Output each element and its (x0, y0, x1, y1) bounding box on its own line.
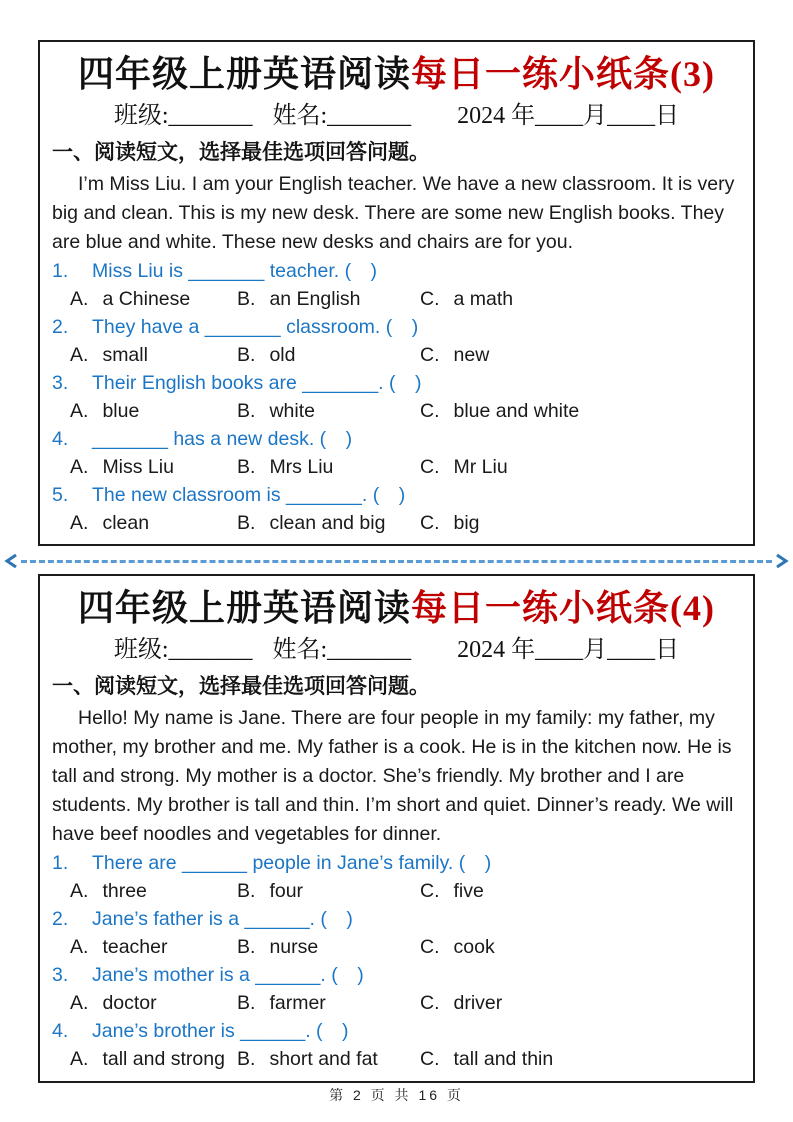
option-b-text: nurse (269, 936, 319, 958)
option-c-label: C. (420, 288, 440, 310)
option-c-text: blue and white (453, 400, 580, 422)
question-2-options (52, 341, 741, 369)
option-a (70, 285, 237, 313)
option-a (70, 453, 237, 481)
name-blank-field: 姓名:_______ (272, 637, 412, 663)
option-a (70, 989, 237, 1017)
question-1-options (52, 877, 741, 905)
question-1-options (52, 285, 741, 313)
option-a-text: tall and strong (102, 1048, 225, 1070)
option-b-label: B. (237, 456, 256, 478)
option-c-label: C. (420, 1048, 440, 1070)
worksheet-4-meta-line (52, 634, 741, 666)
option-b-text: farmer (269, 992, 326, 1014)
option-a (70, 509, 237, 537)
question-text: Jane’s brother is ______. ( ) (92, 1020, 349, 1042)
option-b (237, 341, 420, 369)
option-b-text: white (269, 400, 315, 422)
option-a-text: Miss Liu (102, 456, 174, 478)
question-3-options (52, 989, 741, 1017)
option-b-text: clean and big (269, 512, 386, 534)
option-b (237, 397, 420, 425)
option-b-label: B. (237, 512, 256, 534)
option-c (420, 1045, 741, 1073)
option-b-text: an English (269, 288, 361, 310)
option-a-text: doctor (102, 992, 157, 1014)
question-text: They have a _______ classroom. ( ) (92, 316, 419, 338)
option-a-text: teacher (102, 936, 168, 958)
option-a-label: A. (70, 288, 89, 310)
option-b (237, 509, 420, 537)
reading-passage: Hello! My name is Jane. There are four people in my family: my father, my mother, my brother and me. My father is a cook. He is in the kitchen now. He is tall and strong. My mother is a doctor. She’s friendly. My brother and I are students. My brother is tall and thin. I’m short and quiet. Dinner’s ready. We will have beef noodles and vegetables for dinner. (52, 707, 734, 845)
question-4-options (52, 453, 741, 481)
option-c-text: a math (453, 288, 514, 310)
question-number: 4. (52, 428, 69, 450)
option-c (420, 509, 741, 537)
option-c-text: driver (453, 992, 503, 1014)
class-blank-field: 班级:_______ (113, 637, 253, 663)
option-c (420, 397, 741, 425)
option-b-label: B. (237, 992, 256, 1014)
question-5-options (52, 509, 741, 537)
question-number: 2. (52, 908, 69, 930)
worksheet-card-3 (38, 40, 755, 546)
option-c (420, 933, 741, 961)
option-c-text: cook (453, 936, 495, 958)
option-a-label: A. (70, 880, 89, 902)
cut-line-dashes (21, 560, 772, 563)
section-heading: 一、阅读短文，选择最佳选项回答问题。 (52, 141, 430, 164)
option-a-label: A. (70, 456, 89, 478)
question-5 (52, 481, 741, 509)
question-3 (52, 369, 741, 397)
option-a (70, 877, 237, 905)
question-text: Jane’s mother is a ______. ( ) (92, 964, 364, 986)
option-a-label: A. (70, 1048, 89, 1070)
cut-line-right-arrow-icon (773, 553, 789, 569)
option-c (420, 877, 741, 905)
option-c-label: C. (420, 456, 440, 478)
option-b-text: four (269, 880, 304, 902)
option-c-text: tall and thin (453, 1048, 554, 1070)
worksheet-4-title (52, 586, 741, 630)
question-text: _______ has a new desk. ( ) (92, 428, 353, 450)
option-c (420, 453, 741, 481)
option-b-text: old (269, 344, 296, 366)
worksheet-3-title-red: 每日一练小纸条(3) (411, 54, 715, 94)
worksheet-card-4 (38, 574, 755, 1083)
question-number: 1. (52, 260, 69, 282)
option-c (420, 285, 741, 313)
page-number-indicator: 第 2 页 共 16 页 (329, 1087, 464, 1103)
option-b (237, 989, 420, 1017)
option-c (420, 341, 741, 369)
option-b-label: B. (237, 1048, 256, 1070)
option-c-label: C. (420, 992, 440, 1014)
cut-line-left-arrow-icon (4, 553, 20, 569)
worksheet-4-title-black: 四年级上册英语阅读 (78, 588, 412, 628)
option-c-text: big (453, 512, 480, 534)
option-b (237, 933, 420, 961)
option-a (70, 341, 237, 369)
question-4-options (52, 1045, 741, 1073)
question-number: 5. (52, 484, 69, 506)
option-a-text: blue (102, 400, 140, 422)
option-b (237, 1045, 420, 1073)
name-blank-field: 姓名:_______ (272, 103, 412, 129)
option-b-label: B. (237, 400, 256, 422)
option-c-label: C. (420, 400, 440, 422)
worksheet-4-title-red: 每日一练小纸条(4) (411, 588, 715, 628)
option-c-label: C. (420, 512, 440, 534)
option-b (237, 453, 420, 481)
option-a (70, 933, 237, 961)
option-b-text: Mrs Liu (269, 456, 334, 478)
option-a-text: a Chinese (102, 288, 191, 310)
date-blank-field: 2024 年____月____日 (457, 103, 680, 129)
option-a-label: A. (70, 512, 89, 534)
date-blank-field: 2024 年____月____日 (457, 637, 680, 663)
question-text: There are ______ people in Jane’s family. ( ) (92, 852, 492, 874)
option-b-label: B. (237, 288, 256, 310)
option-b (237, 285, 420, 313)
option-b (237, 877, 420, 905)
option-a-label: A. (70, 992, 89, 1014)
worksheet-3-meta-line (52, 100, 741, 132)
option-c-label: C. (420, 344, 440, 366)
option-c-text: Mr Liu (453, 456, 508, 478)
option-a (70, 397, 237, 425)
question-text: Miss Liu is _______ teacher. ( ) (92, 260, 378, 282)
question-3-options (52, 397, 741, 425)
question-text: Their English books are _______. ( ) (92, 372, 422, 394)
question-4 (52, 425, 741, 453)
option-b-label: B. (237, 880, 256, 902)
question-number: 2. (52, 316, 69, 338)
option-a-label: A. (70, 936, 89, 958)
question-4 (52, 1017, 741, 1045)
option-c (420, 989, 741, 1017)
question-text: Jane’s father is a ______. ( ) (92, 908, 353, 930)
worksheet-3-title (52, 52, 741, 96)
option-a-text: small (102, 344, 148, 366)
option-a-text: clean (102, 512, 150, 534)
option-a-label: A. (70, 400, 89, 422)
question-1 (52, 849, 741, 877)
option-c-label: C. (420, 880, 440, 902)
question-number: 4. (52, 1020, 69, 1042)
class-blank-field: 班级:_______ (113, 103, 253, 129)
question-2-options (52, 933, 741, 961)
option-b-label: B. (237, 936, 256, 958)
option-a-text: three (102, 880, 147, 902)
question-2 (52, 313, 741, 341)
option-b-label: B. (237, 344, 256, 366)
question-3 (52, 961, 741, 989)
worksheet-3-title-black: 四年级上册英语阅读 (78, 54, 412, 94)
question-number: 3. (52, 372, 69, 394)
option-c-label: C. (420, 936, 440, 958)
question-2 (52, 905, 741, 933)
question-number: 1. (52, 852, 69, 874)
option-c-text: five (453, 880, 484, 902)
option-c-text: new (453, 344, 490, 366)
option-a (70, 1045, 237, 1073)
section-heading: 一、阅读短文，选择最佳选项回答问题。 (52, 675, 430, 698)
reading-passage: I’m Miss Liu. I am your English teacher. We have a new classroom. It is very big and clean. This is my new desk. There are some new English books. They are blue and white. These new desks and chairs are for you. (52, 173, 735, 253)
cut-line-divider (4, 552, 789, 570)
option-a-label: A. (70, 344, 89, 366)
question-1 (52, 257, 741, 285)
question-number: 3. (52, 964, 69, 986)
option-b-text: short and fat (269, 1048, 378, 1070)
question-text: The new classroom is _______. ( ) (92, 484, 406, 506)
